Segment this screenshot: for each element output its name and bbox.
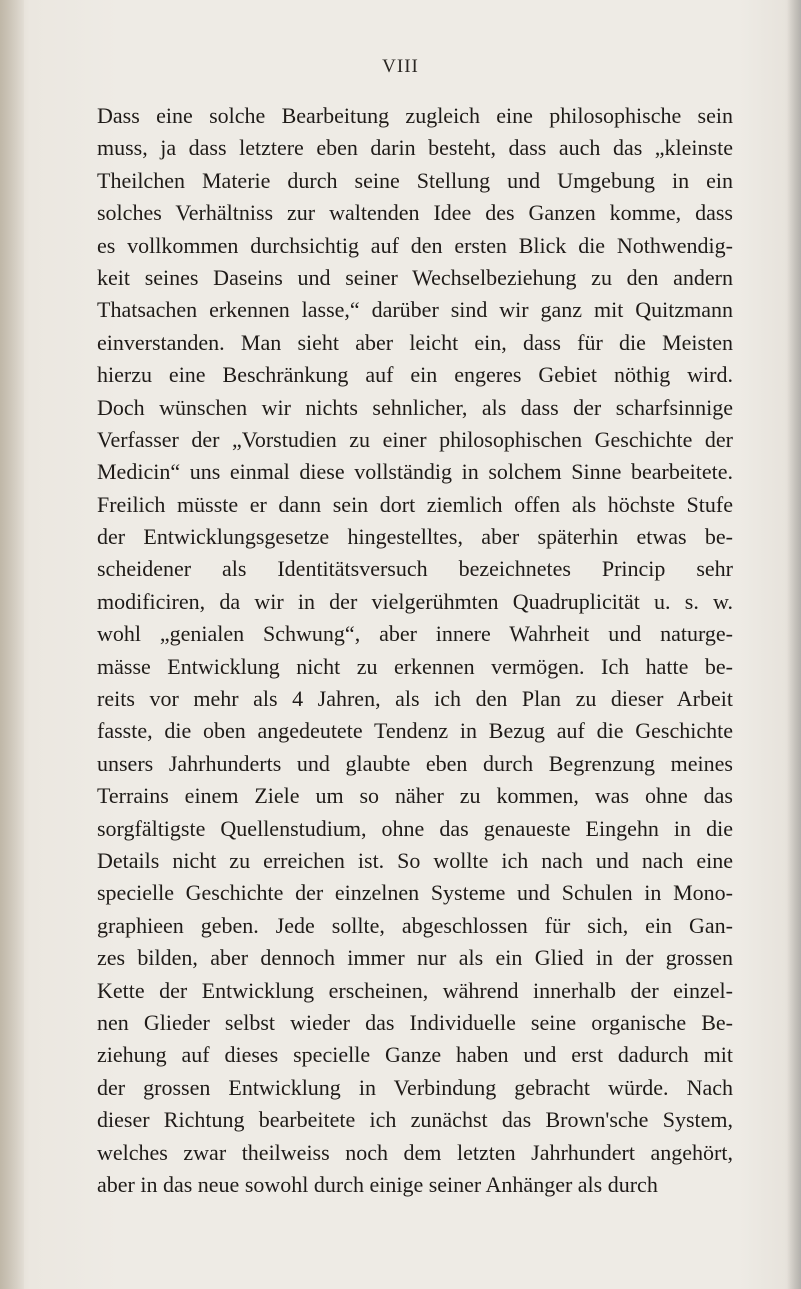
text-line: wohl „genialen Schwung“, aber innere Wahrheit und naturge-	[97, 621, 733, 647]
text-line: Kette der Entwicklung erscheinen, während innerhalb der einzel-	[97, 977, 733, 1003]
text-line: einverstanden. Man sieht aber leicht ein, dass für die Meisten	[97, 329, 733, 355]
page-number: VIII	[382, 56, 419, 77]
text-line: zes bilden, aber dennoch immer nur als ein Glied in der grossen	[97, 945, 733, 971]
text-line: solches Verhältniss zur waltenden Idee des Ganzen komme, dass	[97, 200, 733, 226]
text-line: der Entwicklungsgesetze hingestelltes, aber späterhin etwas be-	[97, 524, 733, 550]
text-line: mässe Entwicklung nicht zu erkennen vermögen. Ich hatte be-	[97, 653, 733, 679]
text-line: es vollkommen durchsichtig auf den ersten Blick die Nothwendig-	[97, 232, 733, 258]
text-line: Details nicht zu erreichen ist. So wollte ich nach und nach eine	[97, 847, 733, 873]
text-line: welches zwar theilweiss noch dem letzten Jahrhundert angehört,	[97, 1139, 733, 1165]
text-line: muss, ja dass letztere eben darin besteht, dass auch das „kleinste	[97, 135, 733, 161]
text-line: unsers Jahrhunderts und glaubte eben durch Begrenzung meines	[97, 750, 733, 776]
text-line: Verfasser der „Vorstudien zu einer philosophischen Geschichte der	[97, 426, 733, 452]
text-line: Freilich müsste er dann sein dort ziemlich offen als höchste Stufe	[97, 491, 733, 517]
page-edge-shadow	[787, 0, 801, 1289]
text-line: fasste, die oben angedeutete Tendenz in Bezug auf die Geschichte	[97, 718, 733, 744]
text-line: Medicin“ uns einmal diese vollständig in solchem Sinne bearbeitete.	[97, 459, 733, 485]
text-line: Doch wünschen wir nichts sehnlicher, als dass der scharfsinnige	[97, 394, 733, 420]
text-line: der grossen Entwicklung in Verbindung gebracht würde. Nach	[97, 1074, 733, 1100]
text-line: Theilchen Materie durch seine Stellung und Umgebung in ein	[97, 167, 733, 193]
text-line: Terrains einem Ziele um so näher zu kommen, was ohne das	[97, 783, 733, 809]
page-gutter-shadow	[0, 0, 24, 1289]
text-line: dieser Richtung bearbeitete ich zunächst das Brown'sche System,	[97, 1107, 733, 1133]
text-line: Dass eine solche Bearbeitung zugleich eine philosophische sein	[97, 103, 733, 128]
text-line: nen Glieder selbst wieder das Individuelle seine organische Be-	[97, 1009, 733, 1035]
text-line: ziehung auf dieses specielle Ganze haben und erst dadurch mit	[97, 1042, 733, 1068]
text-line: graphieen geben. Jede sollte, abgeschlossen für sich, ein Gan-	[97, 912, 733, 938]
text-line: hierzu eine Beschränkung auf ein engeres Gebiet nöthig wird.	[97, 362, 733, 388]
body-text	[97, 100, 733, 1201]
text-line: sorgfältigste Quellenstudium, ohne das genaueste Eingehn in die	[97, 815, 733, 841]
text-line: aber in das neue sowohl durch einige seiner Anhänger als durch	[97, 1171, 658, 1197]
text-line: specielle Geschichte der einzelnen Systeme und Schulen in Mono-	[97, 880, 733, 906]
text-line: Thatsachen erkennen lasse,“ darüber sind wir ganz mit Quitzmann	[97, 297, 733, 323]
text-line: keit seines Daseins und seiner Wechselbeziehung zu den andern	[97, 264, 733, 290]
text-line: scheidener als Identitätsversuch bezeichnetes Princip sehr	[97, 556, 733, 582]
text-line: modificiren, da wir in der vielgerühmten Quadruplicität u. s. w.	[97, 588, 733, 614]
text-line: reits vor mehr als 4 Jahren, als ich den Plan zu dieser Arbeit	[97, 686, 733, 712]
